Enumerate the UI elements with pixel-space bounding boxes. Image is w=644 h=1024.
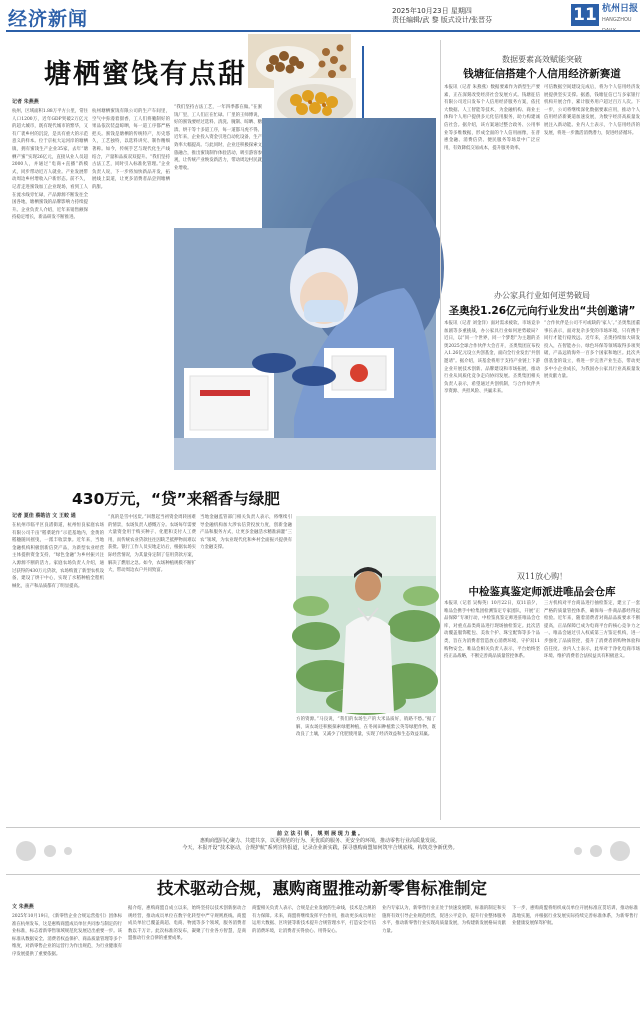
article-column: 本报讯（记者 刘金洋）面对需求疲软、市场竞争加剧等多重挑战，办公家具行业如何逆势破局？近日，以“同一个世界，同一个梦想”为主题的圣奥2025全球合作伙伴大会召开，圣奥集团宣布投入1.26亿元设立共创基金，面向全行业发出“共创邀请”。据介绍，该基金将用于支持产业链上下游企业开展技术创新、品牌建设和市场拓展，推动行业从同质化竞争走向协同发展。圣奥集团相关负责人表示，希望通过共创机制，与合作伙伴共享资源、共担风险、共赢未来。 — [444, 321, 540, 395]
series-banner-text — [100, 831, 540, 853]
article-column: 本报讯（记者 吴梅英）10月22日，双11前夕，唯品会携手中检集团检测鉴定专家团队，开展“正品保障”专项行动，中检鉴真鉴定师进驻唯品会仓库，对重点品类商品进行现场抽检鉴定。此次活动覆盖服饰鞋包、美妆个护、珠宝配饰等多个品类，旨在为消费者营造放心消费环境，守护双11购物安全。唯品会相关负责人表示，平台始终坚持正品战略，不断完善商品质量管控体系。 — [444, 601, 540, 660]
banner-line: 今天，本报开设“技术驱动，合规护航”系列宣传报道，记录企业新实践，探寻惠购商盟如何筑牢合规底线、构筑竞争新优势。 — [182, 845, 458, 852]
article-column: 本报讯（记者 朱燕燕）数据要素作为新型生产要素，正在深刻改变经济社会发展方式。钱塘征信有限公司近日发布个人信用经济服务方案，依托大数据、人工智能等技术，为金融机构、商业主体和个人用户提供多元化信用服务，助力构建诚信社会。据介绍，该方案通过整合政务、公用事业等多维数据，形成全面的个人信用画像，在普惠金融、消费信贷、便民服务等场景中广泛应用，有效降低交易成本，提升服务效率。 — [444, 85, 540, 151]
article-column: 下一步，惠购商盟将组织成员单位开展标准宣贯培训，推动标准落地实施，并根据行业发展实际持续完善标准体系，为新零售行业健康发展保驾护航。 — [512, 906, 638, 927]
article-column: 据介绍，惠购商盟自成立以来，始终坚持以技术创新驱动合规经营，推动成员单位在数字化转型中严守规则底线。商盟成员单位已覆盖商超、电商、物流等多个领域，服务消费者数以千万计。此次标准的发布，凝聚了行业各方智慧，是商盟推动行业自律的重要成果。 — [128, 906, 246, 942]
headline-vip: 中检鉴真鉴定师派进唯品会仓库 — [468, 586, 616, 598]
article-column: “真的是雪中送炭。”回想起当初资金周转困难的情景，农场负责人感慨万分。农场每年需要大量资金用于购买种子、化肥和支付人工费用，而传统农业贷款往往因缺乏抵押物而难以获批。银行工作人员实地走访后，根据农场实际经营情况，为其量身定制了信用贷款方案，解决了燃眉之急。如今，农场种植规模不断扩大，带动周边农户共同致富。 — [108, 515, 196, 574]
brand-english: HANGZHOU — [602, 17, 632, 23]
header-rule — [6, 30, 640, 32]
farmer-in-field-photo — [296, 516, 436, 713]
article-column: 杭州，区域面积1.88万平方公里，常住人口1200万，近年GDP突破2万亿元的超大城市，既有现代城市的繁华，又有广袤乡村的沉淀，是具有重大的示范意义的样本。位于京杭大运河岸的塘栖镇，拥有蜜饯生产企业35家，去年“塘栖产蜜”实现26亿元，直接从业人员超2000人，并通过“电商+直播”新模式，同步带动近万人就业。产业发展带动周边乡村增收入户新形态。前不久，记者走进蜜饯加工企业现场，看到工人在流水线旁忙碌，产品源源不断发往全国各地，塘栖蜜饯的品牌影响力持续提升。企业负责人介绍，近年来销售额保持稳定增长，新品研发不断推进。 — [12, 109, 88, 221]
page-number: 11 — [571, 4, 599, 26]
byline-compliance: 文 朱燕燕 — [12, 904, 34, 910]
article-column: 方的资源。”马良说，“我们的农场生产的大米品质好，销路不愁。”据了解，该农场还积极探索绿肥种植，在冬闲田种植紫云英等绿肥作物，既改良了土壤，又减少了化肥使用量，实现了经济效益和生态效益双赢。 — [296, 717, 436, 738]
column-divider — [362, 46, 364, 126]
headline-loan: 430万元，“贷”来稻香与绿肥 — [72, 490, 280, 508]
headline-compliance: 技术驱动合规，惠购商盟推动新零售标准制定 — [157, 879, 487, 898]
article-column: 业内专家认为，新零售行业正处于快速发展期，标准的制定和实施将有效引导企业规范经营，促进公平竞争，提升行业整体服务水平，推动新零售行业实现高质量发展，为构建新发展格局贡献力量。 — [382, 906, 506, 934]
article-column: “我们坚持古法工艺，一年四季都在做。”在蜜饯厂里，工人们正在忙碌。厂里的王师傅说，好的蜜饯要经过选料、清洗、腌制、晾晒、糖渍、烘干等十多道工序，每一道都马虎不得。近年来，企业投入资金引进自动化设备，生产效率大幅提高。与此同时，企业还积极探索文旅融合，推出蜜饯制作体验活动，吸引游客参观，让传统产业焕发新活力，带动周边村民就业增收。 — [174, 105, 262, 171]
page-date: 2025年10月23日 星期四 — [392, 7, 472, 15]
article-column: 当地金融监管部门相关负责人表示，将继续引导金融机构加大涉农信贷投放力度，创新金融产品和服务方式，让更多金融活水精准滴灌“三农”领域，为农业现代化和乡村全面振兴提供有力金融支撑。 — [200, 515, 292, 551]
page-editors: 责任编辑/武 黎 版式设计/张晋芬 — [392, 16, 493, 24]
article-column: 可信数据空间建设完成后，将为个人信用经济发展提供坚实支撑。据悉，钱塘征信已与多家银行机构开展合作，累计服务用户超过百万人次。下一步，公司将继续深化数据要素应用，推动个人信用经济新赛道加速发展，为数字经济高质量发展注入新动能。业内人士表示，个人信用经济的发展，将进一步激活消费潜力，促进经济循环。 — [544, 85, 640, 136]
newspaper-brand — [602, 4, 640, 37]
article-column: 杭州塘栖蜜饯有限公司的生产车间里，空气中弥漫着甜香，工人们将腌制好的果品依次装盘晾晒，每一道工序都严格把关。蜜饯是塘栖的传统特产，历史悠久，工艺独特，以选料讲究、制作精细著称。如今，传统手艺与现代化生产线结合，产量和品质双双提升。“我们坚持古法工艺，同时引入标准化管理。”企业负责人说，下一步将加快新品开发，拓展线上渠道，让更多消费者品尝到塘栖的甜。 — [92, 109, 170, 190]
article-column: 三方机构对平台商品进行抽检鉴定，建立了一套严格的质量管控体系，确保每一件商品都经得起检验。近年来，随着消费者对商品品质要求不断提高，正品保障已成为电商平台的核心竞争力之一。唯品会通过引入权威第三方鉴定机构，进一步强化了品质管控，提升了消费者的购物体验和信任度。业内人士表示，此举对于净化电商市场环境、维护消费者合法权益具有积极意义。 — [544, 601, 640, 660]
headline-waterchestnut: 塘栖蜜饯有点甜 — [44, 59, 247, 90]
column-separator — [440, 40, 441, 820]
page-meta — [392, 7, 552, 25]
article-column: 在杭州市临平区良渚街道，杭州恒良家庭农场有限公司千亩“稻菜轮作”示范基地内，金黄的稻穗随风摇曳，一派丰收景象。近年来，当地金融机构积极创新信贷产品，为新型农业经营主体提供资金支持，“绿色金融”为乡村振兴注入源源不断的活力。家庭农场负责人介绍，通过获得的430万元贷款，农场购置了新型农机设备，建设了烘干中心，实现了水稻种植全程机械化，亩产和品质都有了明显提高。 — [12, 523, 104, 589]
byline-waterchestnut: 记者 朱燕燕 — [12, 99, 39, 105]
section-title: 经济新闻 — [8, 8, 89, 30]
banner-line: 前 立 法 引 领 ， 规 则 展 现 力 量 。 — [277, 831, 363, 837]
headline-credit: 钱塘征信搭建个人信用经济新赛道 — [463, 68, 621, 80]
brand-name: 杭州日报 — [602, 4, 639, 14]
article-column: 2025年10月19日，《新零售企业合规运营指引》团体标准在杭州发布，这是惠购商盟成员单位共同参与制定的行业标准，标志着新零售领域规范化发展迈出重要一步。该标准从数据安全、消费者权益保护、商品质量管理等多个维度，对新零售企业的运营行为作出规范，为行业健康有序发展提供了重要依据。 — [12, 914, 122, 957]
byline-loan: 记者 夏佳 蔡皓洁 文 王蛟 通 — [12, 513, 76, 519]
article-column: “合作伙伴是公司不可或缺的‘家人’。”圣奥集团董事长表示，面对复杂多变的市场环境，只有携手同行才能行稳致远。近年来，圣奥持续加大研发投入，在智能办公、绿色环保等领域取得多项突破，产品远销海外一百多个国家和地区。此次共创基金的设立，将进一步完善产业生态，带动更多中小企业成长，为我国办公家具行业高质量发展贡献力量。 — [544, 321, 640, 380]
headline-furniture: 圣奥投1.26亿元向行业发出“共创邀请” — [448, 305, 636, 317]
subtitle-furniture: 办公家具行业如何逆势破局 — [494, 291, 590, 300]
banner-line: 惠购商盟同心聚力、共建共享，以更规范的行为、更优质的服务、更安全的环境，推动零售行业高质量发展。 — [199, 838, 440, 845]
article-column: 商盟相关负责人表示，合规是企业发展的生命线，技术是合规的有力保障。未来，商盟将继续发挥平台作用，推动更多成员单位运用大数据、区块链等新技术提升合规管理水平，打造安全可信的消费环境，让消费者买得放心、用得安心。 — [252, 906, 376, 934]
factory-worker-photo — [174, 118, 436, 470]
subtitle-vip: 双11放心购！ — [516, 572, 568, 581]
subtitle-credit: 数据要素高效赋能突破 — [502, 55, 582, 64]
